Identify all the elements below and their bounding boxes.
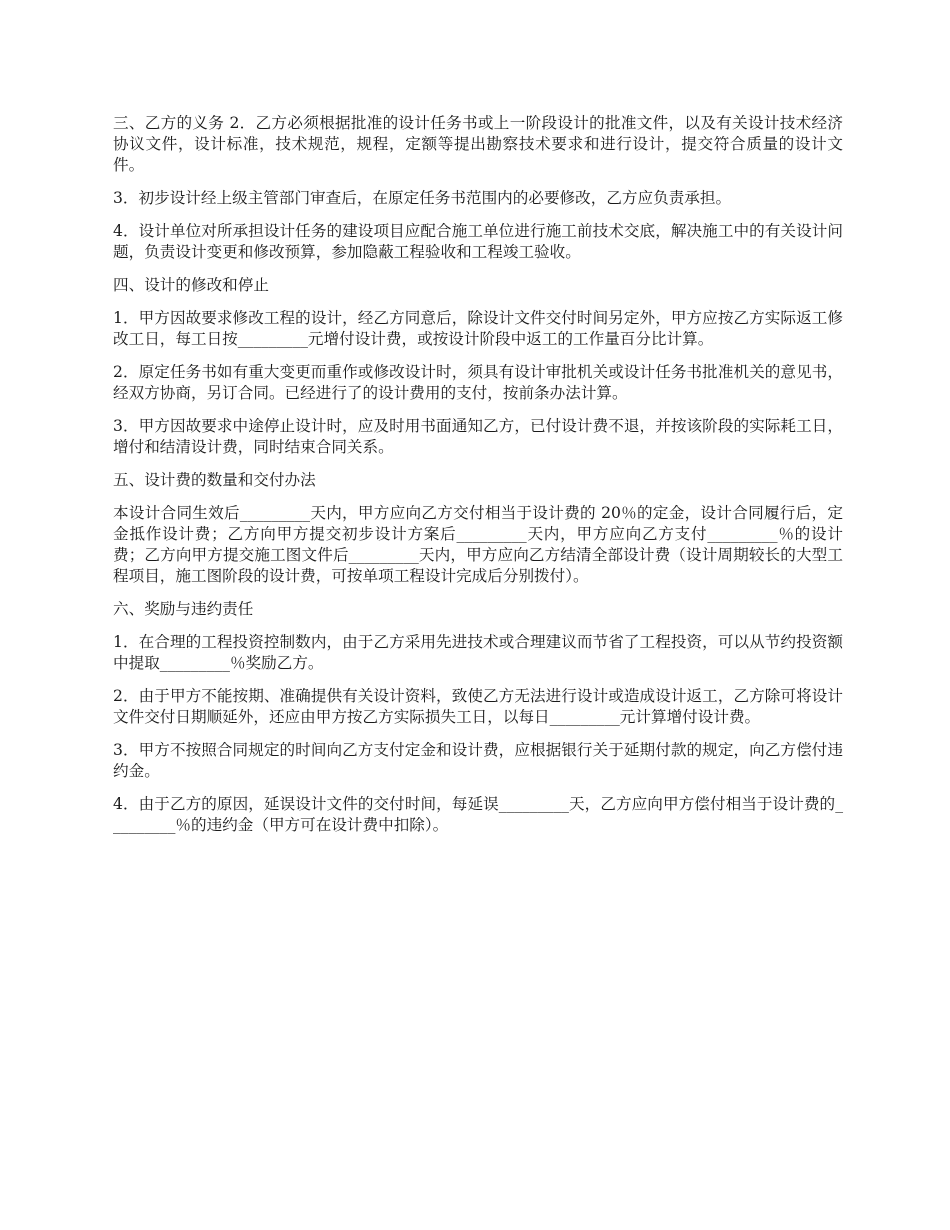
paragraph-obligations-2: 三、乙方的义务 2．乙方必须根据批准的设计任务书或上一阶段设计的批准文件，以及有关设计技术经济协议文件，设计标准，技术规范，规程，定额等提出勘察技术要求和进行设计，提交符合质量的设计文件。	[113, 114, 843, 174]
paragraph-liability-3: 3．甲方不按照合同规定的时间向乙方支付定金和设计费，应根据银行关于延期付款的规定，向乙方偿付违约金。	[113, 741, 843, 780]
paragraph-modification-1: 1．甲方因故要求修改工程的设计，经乙方同意后，除设计文件交付时间另定外，甲方应按乙方实际返工修改工日，每工日按_________元增付设计费，或按设计阶段中返工的工作量百分比计算。	[113, 309, 843, 348]
paragraph-modification-2: 2．原定任务书如有重大变更而重作或修改设计时，须具有设计审批机关或设计任务书批准机关的意见书，经双方协商，另订合同。已经进行了的设计费用的支付，按前条办法计算。	[113, 363, 843, 402]
paragraph-obligations-4: 4．设计单位对所承担设计任务的建设项目应配合施工单位进行施工前技术交底，解决施工中的有关设计问题，负责设计变更和修改预算，参加隐蔽工程验收和工程竣工验收。	[113, 222, 843, 261]
section-heading-liability: 六、奖励与违约责任	[113, 600, 254, 618]
document-page	[113, 113, 843, 848]
paragraph-liability-4: 4．由于乙方的原因，延误设计文件的交付时间，每延误_________天，乙方应向甲方偿付相当于设计费的_________％的违约金（甲方可在设计费中扣除）。	[113, 795, 843, 834]
paragraph-fees: 本设计合同生效后_________天内，甲方应向乙方交付相当于设计费的 20％的定金，设计合同履行后，定金抵作设计费；乙方向甲方提交初步设计方案后_________天内，甲方应向乙方支付_________％的设计费；乙方向甲方提交施工图文件后_________天内，甲方应向乙方结清全部设计费（设计周期较长的大型工程项目，施工图阶段的设计费，可按单项工程设计完成后分别拨付）。	[113, 504, 843, 585]
paragraph-liability-2: 2．由于甲方不能按期、准确提供有关设计资料，致使乙方无法进行设计或造成设计返工，乙方除可将设计文件交付日期顺延外，还应由甲方按乙方实际损失工日，以每日_________元计算增付设计费。	[113, 687, 843, 726]
section-heading-modification: 四、设计的修改和停止	[113, 276, 269, 294]
section-heading-fees: 五、设计费的数量和交付办法	[113, 471, 316, 489]
paragraph-liability-1: 1．在合理的工程投资控制数内，由于乙方采用先进技术或合理建议而节省了工程投资，可以从节约投资额中提取_________％奖励乙方。	[113, 633, 843, 672]
paragraph-modification-3: 3．甲方因故要求中途停止设计时，应及时用书面通知乙方，已付设计费不退，并按该阶段的实际耗工日，增付和结清设计费，同时结束合同关系。	[113, 417, 843, 456]
paragraph-obligations-3: 3．初步设计经上级主管部门审查后，在原定任务书范围内的必要修改，乙方应负责承担。	[113, 189, 732, 207]
